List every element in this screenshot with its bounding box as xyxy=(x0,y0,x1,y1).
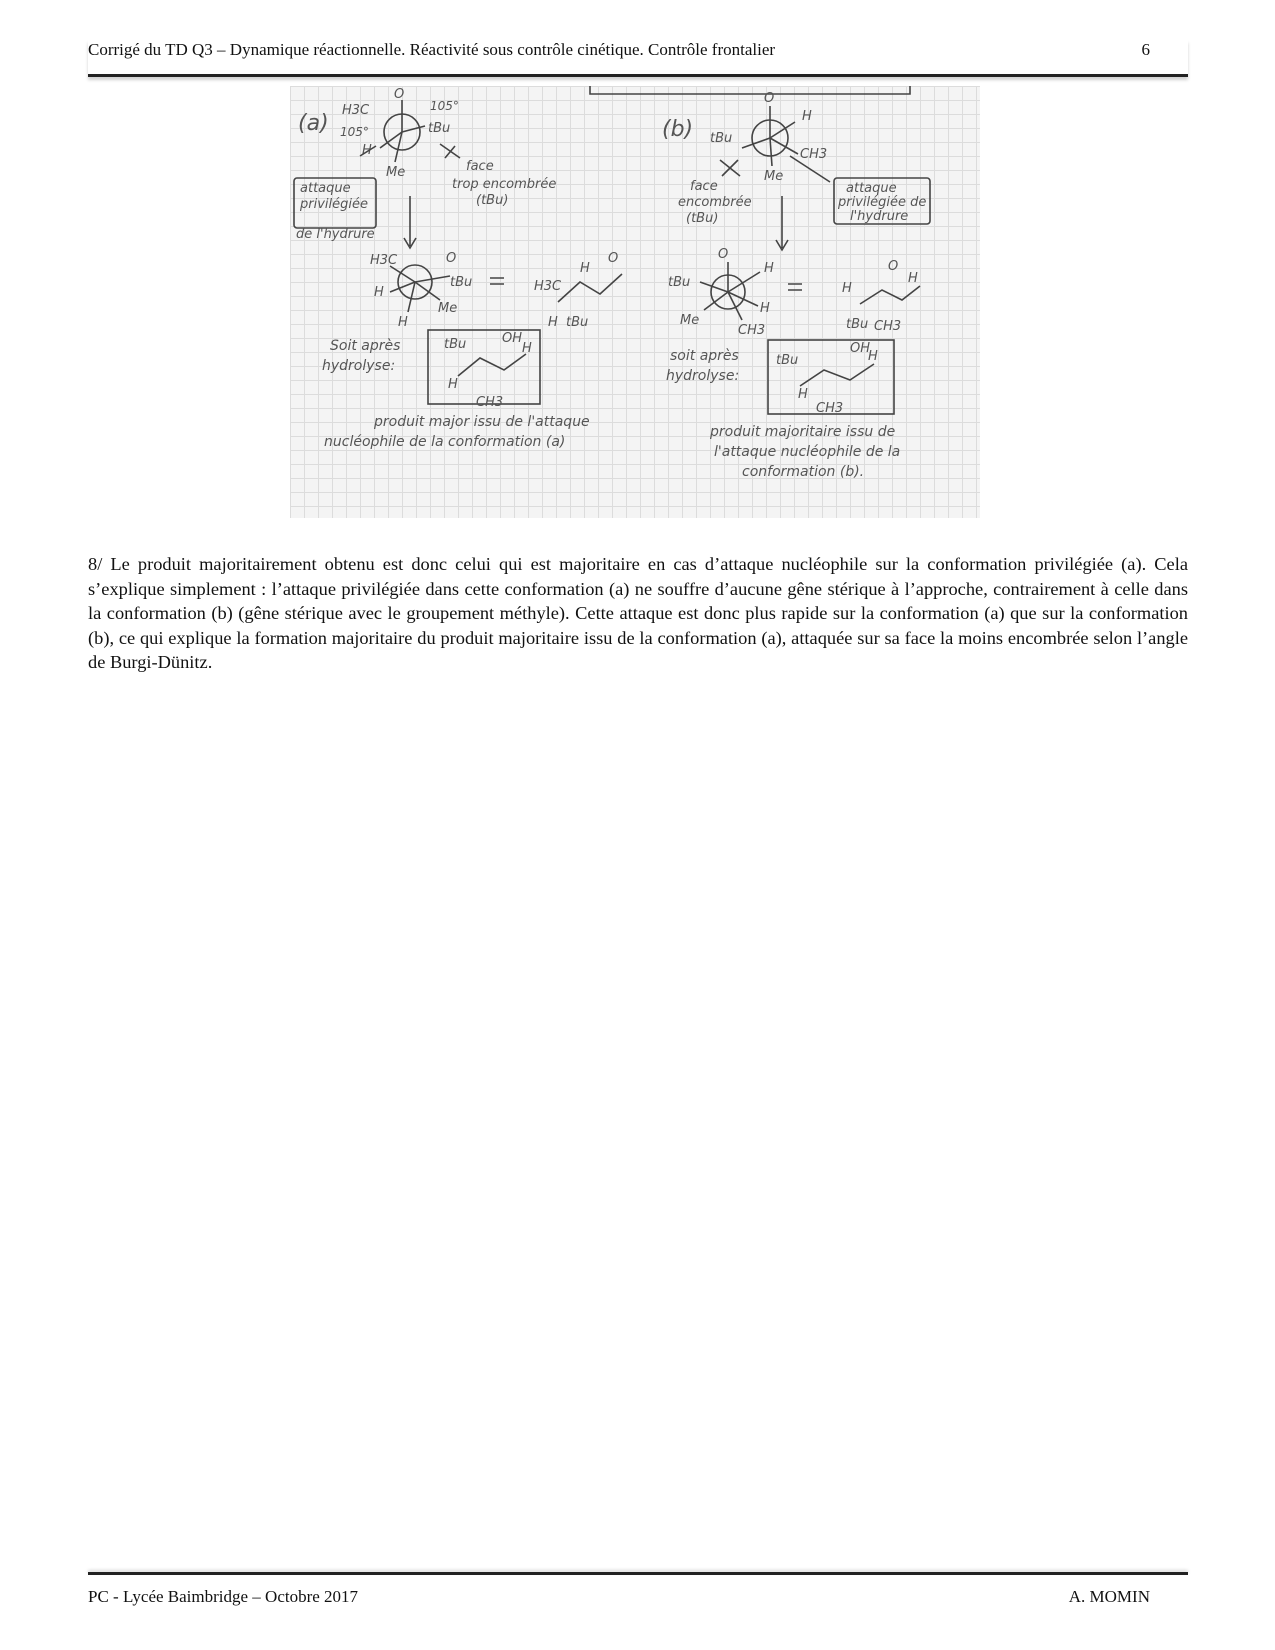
note-attaque-b-2: privilégiée de xyxy=(838,195,927,210)
down-arrow-a xyxy=(404,196,416,248)
note-attaque-b-3: l'hydrure xyxy=(850,209,909,224)
hydrolyse-b-2: hydrolyse: xyxy=(666,368,740,384)
bracket-line xyxy=(590,86,910,94)
note-attaque-a-3: de l'hydrure xyxy=(296,227,375,242)
hydrolyse-a-2: hydrolyse: xyxy=(322,358,396,374)
group-ch3: CH3 xyxy=(738,323,766,338)
bond xyxy=(728,292,742,320)
skeletal-b xyxy=(860,286,920,304)
group-tbu: tBu xyxy=(566,315,589,330)
down-arrow-b xyxy=(776,196,788,250)
group-tbu: tBu xyxy=(776,353,799,368)
note-face-b-2: encombrée xyxy=(678,195,752,210)
bond xyxy=(408,282,415,312)
group-o: O xyxy=(446,251,457,266)
product-b-2: l'attaque nucléophile de la xyxy=(714,444,901,460)
group-h: H xyxy=(764,261,774,276)
handwritten-figure xyxy=(290,86,980,518)
product-a-1: produit major issu de l'attaque xyxy=(374,414,590,430)
group-ch3: CH3 xyxy=(816,401,844,416)
group-h3c: H3C xyxy=(342,103,370,118)
bond xyxy=(704,292,728,310)
group-tbu: tBu xyxy=(846,317,869,332)
header-title: Corrigé du TD Q3 – Dynamique réactionnelle. Réactivité sous contrôle cinétique. Contrôle frontalier xyxy=(88,40,776,59)
bond xyxy=(390,282,415,292)
note-face-a-3: (tBu) xyxy=(476,193,509,208)
label-a: (a) xyxy=(298,111,329,136)
group-h: H xyxy=(580,261,590,276)
bond xyxy=(742,138,770,148)
group-o: O xyxy=(394,87,405,102)
group-oh: OH xyxy=(850,341,871,356)
hydrolyse-a-1: Soit après xyxy=(330,338,401,354)
group-me: Me xyxy=(386,165,406,180)
group-tbu: tBu xyxy=(428,121,451,136)
group-o: O xyxy=(888,259,899,274)
group-tbu: tBu xyxy=(710,131,733,146)
bond xyxy=(390,266,415,282)
footer-author: A. MOMIN xyxy=(1068,1587,1150,1606)
skeletal-a xyxy=(558,274,622,302)
note-face-a-2: trop encombrée xyxy=(452,177,557,192)
group-h: H xyxy=(374,285,384,300)
equals-sign xyxy=(490,278,504,284)
note-attaque-b-1: attaque xyxy=(846,181,897,196)
group-h: H xyxy=(868,349,878,364)
reaction-scheme xyxy=(290,86,980,518)
bond xyxy=(770,138,798,154)
group-o: O xyxy=(764,91,775,106)
group-me: Me xyxy=(680,313,700,328)
group-h: H xyxy=(362,143,372,158)
angle-105-b: 105° xyxy=(340,125,369,139)
group-h3c: H3C xyxy=(370,253,398,268)
note-face-b-1: face xyxy=(690,179,718,194)
skeletal-product-a xyxy=(458,354,526,376)
label-b: (b) xyxy=(662,117,694,142)
group-ch3: CH3 xyxy=(476,395,504,410)
hydrolyse-b-1: soit après xyxy=(670,348,739,364)
group-tbu: tBu xyxy=(444,337,467,352)
product-b-1: produit majoritaire issu de xyxy=(710,424,896,440)
group-h: H xyxy=(908,271,918,286)
group-h: H xyxy=(798,387,808,402)
group-ch3: CH3 xyxy=(800,147,828,162)
cross-mark xyxy=(440,144,460,158)
bond xyxy=(728,292,758,306)
group-h: H xyxy=(760,301,770,316)
page-header xyxy=(88,40,1188,77)
group-me: Me xyxy=(438,301,458,316)
note-face-a-1: face xyxy=(466,159,494,174)
group-h: H xyxy=(842,281,852,296)
note-attaque-a-1: attaque xyxy=(300,181,351,196)
group-ch3: CH3 xyxy=(874,319,902,334)
angle-105-a: 105° xyxy=(430,99,459,113)
group-h: H xyxy=(398,315,408,330)
page-number: 6 xyxy=(1141,40,1150,59)
note-face-b-3: (tBu) xyxy=(686,211,719,226)
bond xyxy=(402,126,425,132)
group-tbu: tBu xyxy=(450,275,473,290)
group-h3c: H3C xyxy=(534,279,562,294)
group-h: H xyxy=(802,109,812,124)
group-tbu: tBu xyxy=(668,275,691,290)
product-b-3: conformation (b). xyxy=(742,464,865,480)
page-footer xyxy=(88,1572,1188,1606)
product-a-2: nucléophile de la conformation (a) xyxy=(324,434,566,450)
group-h: H xyxy=(522,341,532,356)
group-o: O xyxy=(718,247,729,262)
skeletal-product-b xyxy=(800,364,874,386)
cross-mark xyxy=(720,160,740,176)
footer-left: PC - Lycée Baimbridge – Octobre 2017 xyxy=(88,1587,359,1606)
group-h: H xyxy=(448,377,458,392)
group-me: Me xyxy=(764,169,784,184)
note-attaque-a-2: privilégiée xyxy=(300,197,368,212)
bond xyxy=(770,138,772,166)
equals-sign xyxy=(788,284,802,290)
group-h: H xyxy=(548,315,558,330)
answer-paragraph: 8/ Le produit majoritairement obtenu est donc celui qui est majoritaire en cas d’attaque nucléophile sur la conformation privilégiée (a). Cela s’explique simplement : l’attaque privilégiée dans cette conformation (a) ne souffre d’aucune gêne stérique à l’approche, contrairement à celle dans la conformation (b) (gêne stérique avec le groupement méthyle). Cette attaque est donc plus rapide sur la conformation (a) que sur la conformation (b), ce qui explique la formation majoritaire du produit majoritaire issu de la conformation (a), attaquée sur sa face la moins encombrée selon l’angle de Burgi-Dünitz. xyxy=(88,554,1188,673)
bond xyxy=(415,282,440,300)
group-o: O xyxy=(608,251,619,266)
group-oh: OH xyxy=(502,331,523,346)
